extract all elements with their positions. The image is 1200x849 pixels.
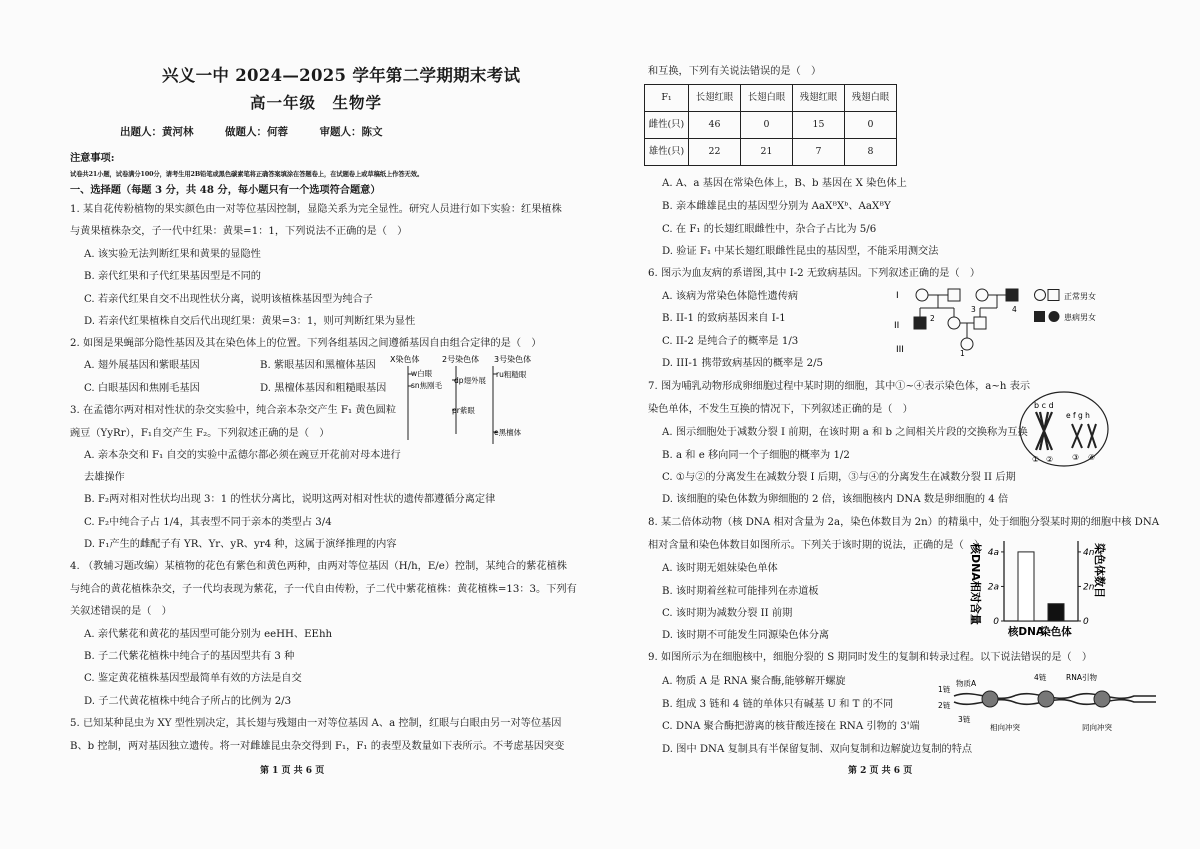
q5-option-a: A. A、a 基因在常染色体上，B、b 基因在 X 染色体上 <box>662 178 907 189</box>
table-header: F₁ <box>645 85 689 112</box>
fig-chr-1: ① <box>1032 455 1040 464</box>
q5-result-table <box>644 84 897 166</box>
chart-category-label: 染色体 <box>1040 626 1072 638</box>
chart-tick-label-left: 2a <box>987 582 999 593</box>
q5-stem-3: 和互换，下列有关说法错误的是（ ） <box>648 66 822 77</box>
table-header: 残翅红眼 <box>793 85 845 112</box>
q3-option-b: B. F₂两对相对性状均出现 3：1 的性状分离比，说明这两对相对性状的遗传都遵循分离定律 <box>84 494 496 505</box>
gen-3-num-1: 1 <box>960 349 965 358</box>
q3-option-c: C. F₂中纯合子占 1/4，其表型不同于亲本的类型占 3/4 <box>84 517 332 528</box>
exam-authors: 出题人：黄河林 做题人：何蓉 审题人：陈文 <box>120 126 383 138</box>
fig-gene-e: e黑檀体 <box>494 428 522 437</box>
q8-option-d: D. 该时期不可能发生同源染色体分离 <box>662 630 830 641</box>
fig-opposite-conflict: 相向冲突 <box>990 723 1020 732</box>
q2-option-d: D. 黑檀体基因和粗糙眼基因 <box>260 383 387 394</box>
fig-chr-2: 2号染色体 <box>442 355 480 364</box>
table-cell: 21 <box>741 139 793 166</box>
table-cell: 7 <box>793 139 845 166</box>
q5-stem-1: 5. 已知某种昆虫为 XY 型性别决定，其长翅与残翅由一对等位基因 A、a 控制，红眼与白眼由另一对等位基因 <box>70 718 562 729</box>
exam-subtitle: 高一年级 生物学 <box>250 93 383 112</box>
chart-ylabel-right: 染色体数目 <box>1093 543 1106 598</box>
q9-option-c: C. DNA 聚合酶把游离的核苷酸连接在 RNA 引物的 3'端 <box>662 721 920 732</box>
table-row <box>645 139 897 166</box>
q5-option-d: D. 验证 F₁ 中某长翅红眼雌性昆虫的基因型，不能采用测交法 <box>662 246 939 257</box>
q5-option-c: C. 在 F₁ 的长翅红眼雌性中，杂合子占比为 5/6 <box>662 224 877 235</box>
q4-option-d: D. 子二代黄花植株中纯合子所占的比例为 2/3 <box>84 696 292 707</box>
gen-2-num-2: 2 <box>930 314 935 323</box>
fig-chr-2: ② <box>1046 455 1054 464</box>
chart-ylabel-left: 核DNA相对含量 <box>969 543 982 625</box>
q3-option-a-2: 去雄操作 <box>84 472 125 483</box>
table-cell: 15 <box>793 112 845 139</box>
chart-tick-label-right: 2n <box>1083 582 1095 593</box>
table-cell: 22 <box>689 139 741 166</box>
q5-stem-2: B、b 控制，两对基因独立遗传。将一对雌雄昆虫杂交得到 F₁，F₁ 的表型及数量如下表所示。不考虑基因突变 <box>70 741 565 752</box>
q1-stem-2: 与黄果植株杂交，子一代中红果：黄果=1：1，下列说法不正确的是（ ） <box>70 226 408 237</box>
gen-1-label: I <box>896 291 899 301</box>
table-header-row <box>645 85 897 112</box>
q7-stem-2: 染色单体，不发生互换的情况下，下列叙述正确的是（ ） <box>648 404 913 415</box>
gen-1-num-3: 3 <box>971 305 976 314</box>
q3-stem-2: 豌豆（YyRr），F₁自交产生 F₂。下列叙述正确的是（ ） <box>70 428 330 439</box>
q6-option-b: B. II-1 的致病基因来自 I-1 <box>662 313 786 324</box>
chart-category-label: 核DNA <box>1007 626 1045 638</box>
q3-option-d: D. F₁产生的雌配子有 YR、Yr、yR、yr4 种，这属于演绎推理的内容 <box>84 539 397 550</box>
q3-option-a-1: A. 亲本杂交和 F₁ 自交的实验中孟德尔都必须在豌豆开花前对母本进行 <box>84 450 401 461</box>
chart-tick-label-right: 4n <box>1083 547 1095 558</box>
q2-option-b: B. 紫眼基因和黑檀体基因 <box>260 360 376 371</box>
q9-option-a: A. 物质 A 是 RNA 聚合酶,能够解开螺旋 <box>662 676 846 687</box>
q2-option-c: C. 白眼基因和焦刚毛基因 <box>84 383 200 394</box>
fig-gene-pr: pr紫眼 <box>452 406 475 415</box>
table-cell: 0 <box>845 112 897 139</box>
q3-stem-1: 3. 在孟德尔两对相对性状的杂交实验中，纯合亲本杂交产生 F₁ 黄色圆粒 <box>70 405 397 416</box>
q2-chromosome-figure <box>390 352 550 448</box>
q9-option-b: B. 组成 3 链和 4 链的单体只有碱基 U 和 T 的不同 <box>662 699 894 710</box>
fig-material-a: 物质A <box>956 679 977 688</box>
table-header: 长翅红眼 <box>689 85 741 112</box>
q8-stem-2: 相对含量和染色体数目如图所示。下列关于该时期的说法，正确的是（ ） <box>648 540 985 551</box>
legend-sick: 患病男女 <box>1064 313 1096 322</box>
q7-option-d: D. 该细胞的染色体数为卵细胞的 2 倍，该细胞核内 DNA 数是卵细胞的 4 倍 <box>662 494 1009 505</box>
gen-1-num-4: 4 <box>1012 305 1017 314</box>
q6-option-c: C. II-2 是纯合子的概率是 1/3 <box>662 336 799 347</box>
table-cell: 雄性(只) <box>645 139 689 166</box>
fig-gene-ru: ru粗糙眼 <box>496 370 527 379</box>
q6-option-a: A. 该病为常染色体隐性遗传病 <box>662 291 799 302</box>
q4-option-c: C. 鉴定黄花植株基因型最简单有效的方法是自交 <box>84 673 302 684</box>
q1-option-c: C. 若亲代红果自交不出现性状分离，说明该植株基因型为纯合子 <box>84 294 373 305</box>
q4-option-b: B. 子二代紫花植株中纯合子的基因型共有 3 种 <box>84 651 295 662</box>
q9-option-d: D. 图中 DNA 复制具有半保留复制、双向复制和边解旋边复制的特点 <box>662 744 973 755</box>
q7-option-a: A. 图示细胞处于减数分裂 I 前期，在该时期 a 和 b 之间相关片段的交换称为互换 <box>662 427 1028 438</box>
footer-page-2: 第 2 页 共 6 页 <box>848 766 913 776</box>
footer-page-1: 第 1 页 共 6 页 <box>260 766 325 776</box>
fig-chromatid-labels: b c d <box>1034 401 1054 410</box>
q7-option-c: C. ①与②的分离发生在减数分裂 I 后期，③与④的分离发生在减数分裂 II 后期 <box>662 472 1016 483</box>
fig-rna-primer: RNA引物 <box>1066 673 1097 682</box>
fig-strand-3: 3链 <box>958 715 971 724</box>
q1-option-b: B. 亲代红果和子代红果基因型是不同的 <box>84 271 261 282</box>
q7-stem-1: 7. 图为哺乳动物形成卵细胞过程中某时期的细胞，其中①~④表示染色体，a~h 表示 <box>648 381 1031 392</box>
fig-gene-sn: sn焦刚毛 <box>411 381 443 390</box>
q7-option-b: B. a 和 e 移向同一个子细胞的概率为 1/2 <box>662 450 850 461</box>
legend-normal: 正常男女 <box>1064 292 1096 301</box>
table-header: 残翅白眼 <box>845 85 897 112</box>
table-cell: 46 <box>689 112 741 139</box>
table-header: 长翅白眼 <box>741 85 793 112</box>
q8-option-b: B. 该时期着丝粒可能排列在赤道板 <box>662 586 819 597</box>
fig-same-conflict: 同向冲突 <box>1082 723 1112 732</box>
q4-stem-3: 关叙述错误的是（ ） <box>70 606 172 617</box>
fig-chr-3: ③ <box>1072 453 1080 462</box>
table-row <box>645 112 897 139</box>
fig-chr-3: 3号染色体 <box>494 355 532 364</box>
q8-option-a: A. 该时期无姐妹染色单体 <box>662 563 778 574</box>
q4-option-a: A. 亲代紫花和黄花的基因型可能分别为 eeHH、EEhh <box>84 629 333 640</box>
q2-stem: 2. 如图是果蝇部分隐性基因及其在染色体上的位置。下列各组基因之间遵循基因自由组合定律的是（ ） <box>70 338 542 349</box>
q8-stem-1: 8. 某二倍体动物（核 DNA 相对含量为 2a，染色体数目为 2n）的精巢中，处于细胞分裂某时期的细胞中核 DNA <box>648 517 1160 528</box>
notice-text: 试卷共21小题，试卷满分100分，请考生用2B铅笔或黑色碳素笔将正确答案填涂在答题卷上，在试题卷上或草稿纸上作答无效。 <box>70 171 424 178</box>
notice-heading: 注意事项: <box>70 152 115 164</box>
chart-tick-label-left: 0 <box>993 617 999 627</box>
q9-stem: 9. 如图所示为在细胞核中，细胞分裂的 S 期同时发生的复制和转录过程。以下说法错误的是（ ） <box>648 652 1093 663</box>
q1-option-a: A. 该实验无法判断红果和黄果的显隐性 <box>84 249 261 260</box>
fig-strand-2: 2链 <box>938 701 951 710</box>
gen-2-label: II <box>894 321 900 331</box>
fig-gene-dp: dp翅外展 <box>454 376 487 385</box>
q6-stem: 6. 图示为血友病的系谱图,其中 I-2 无致病基因。下列叙述正确的是（ ） <box>648 268 981 279</box>
q6-option-d: D. III-1 携带致病基因的概率是 2/5 <box>662 358 824 369</box>
table-cell: 雌性(只) <box>645 112 689 139</box>
fig-chr-x: X染色体 <box>390 355 420 364</box>
q4-stem-1: 4. （教辅习题改编）某植物的花色有紫色和黄色两种，由两对等位基因（H/h，E/e）控制，某纯合的紫花植株 <box>70 561 567 572</box>
q4-stem-2: 与纯合的黄花植株杂交，子一代均表现为紫花，子一代自由传粉，子二代中紫花植株：黄花植株=13：3。下列有 <box>70 584 577 595</box>
q8-option-c: C. 该时期为减数分裂 II 前期 <box>662 608 793 619</box>
fig-strand-4: 4链 <box>1034 673 1047 682</box>
chart-tick-label-left: 4a <box>987 547 999 558</box>
chart-tick-label-right: 0 <box>1083 617 1089 627</box>
fig-chromatid-labels-2: e f g h <box>1066 411 1090 420</box>
exam-title: 兴义一中 2024—2025 学年第二学期期末考试 <box>162 66 521 85</box>
fig-chr-4: ④ <box>1088 453 1096 462</box>
gen-3-label: III <box>896 345 904 355</box>
q5-option-b: B. 亲本雌雄昆虫的基因型分别为 AaXᴮXᵇ、AaXᴮY <box>662 201 891 212</box>
q2-option-a: A. 翅外展基因和紫眼基因 <box>84 360 200 371</box>
table-cell: 8 <box>845 139 897 166</box>
q1-option-d: D. 若亲代红果植株自交后代出现红果：黄果=3：1，则可判断红果为显性 <box>84 316 416 327</box>
fig-gene-w: w白眼 <box>411 369 433 378</box>
section-heading: 一、选择题（每题 3 分，共 48 分，每小题只有一个选项符合题意） <box>70 184 381 196</box>
q1-stem-1: 1. 某自花传粉植物的果实颜色由一对等位基因控制，显隐关系为完全显性。研究人员进行如下实验：红果植株 <box>70 204 562 215</box>
fig-strand-1: 1链 <box>938 685 951 694</box>
table-cell: 0 <box>741 112 793 139</box>
